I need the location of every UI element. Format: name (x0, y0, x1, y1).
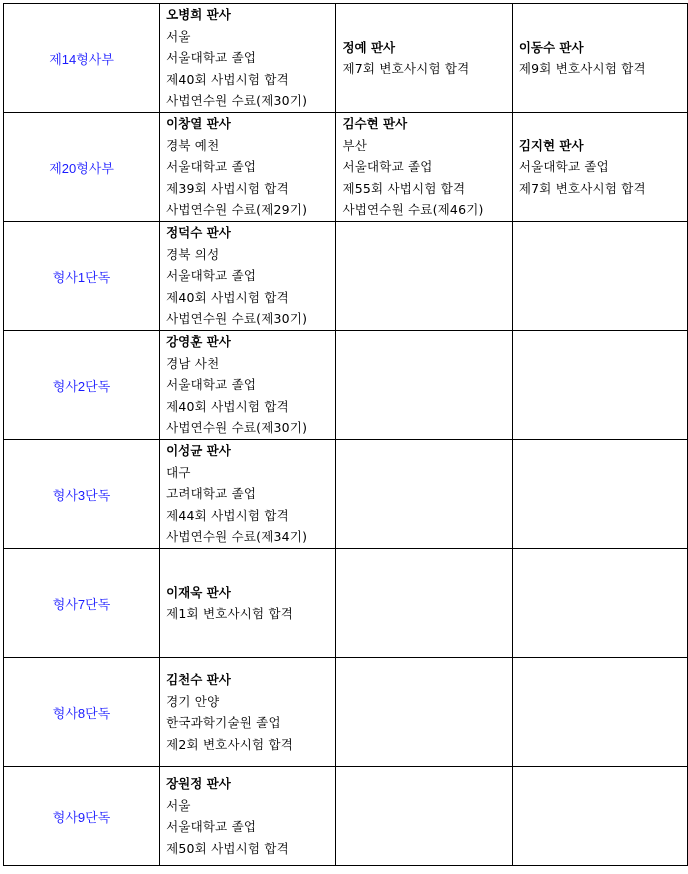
department-cell (4, 658, 160, 767)
judge-info-line: 제44회 사법시험 합격 (166, 507, 289, 523)
judge-name: 오병희 판사 (166, 7, 231, 23)
judge-info-line: 서울대학교 졸업 (518, 159, 609, 175)
empty-cell (336, 331, 512, 440)
judge-entry (342, 113, 509, 221)
department-name: 제14형사부 (49, 51, 114, 67)
judge-cell (160, 767, 336, 866)
judge-info-line: 부산 (342, 137, 368, 153)
roster-row (4, 658, 688, 767)
department-cell (4, 113, 160, 222)
judge-info-line: 사법연수원 수료(제30기) (166, 420, 308, 436)
empty-cell (336, 440, 512, 549)
judge-info-line: 고려대학교 졸업 (166, 486, 257, 502)
roster-row (4, 767, 688, 866)
judge-info-line: 제9회 변호사시험 합격 (518, 61, 646, 76)
judge-name: 김수현 판사 (342, 116, 408, 132)
judge-entry (166, 222, 333, 330)
judge-info-line: 제1회 변호사시험 합격 (166, 606, 294, 621)
roster-row (4, 113, 688, 222)
empty-cell (512, 658, 687, 767)
judge-info-line: 서울대학교 졸업 (166, 819, 257, 834)
department-cell (4, 331, 160, 440)
judge-name: 이동수 판사 (518, 39, 584, 55)
judge-info-line: 서울대학교 졸업 (166, 159, 257, 175)
judge-cell (512, 113, 687, 222)
judge-cell (160, 4, 336, 113)
judge-info-line: 사법연수원 수료(제34기) (166, 529, 308, 545)
empty-cell (336, 549, 512, 658)
judge-info-line: 제55회 사법시험 합격 (342, 180, 466, 196)
judge-entry (519, 37, 685, 80)
judge-info-line: 사법연수원 수료(제46기) (342, 202, 484, 218)
judge-info-line: 경북 의성 (166, 246, 220, 262)
judge-info-line: 경기 안양 (166, 693, 220, 709)
judge-name: 이창열 판사 (166, 116, 231, 132)
judge-info-line: 서울 (166, 797, 191, 813)
judge-info-line: 사법연수원 수료(제29기) (166, 202, 308, 218)
judge-info-line: 제2회 변호사시험 합격 (166, 736, 294, 752)
department-name: 형사7단독 (52, 596, 111, 612)
judge-info-line: 제40회 사법시험 합격 (166, 398, 289, 414)
department-name: 형사8단독 (52, 705, 111, 721)
department-name: 제20형사부 (49, 160, 114, 176)
judge-name: 강영훈 판사 (166, 334, 231, 350)
empty-cell (336, 767, 512, 866)
empty-cell (336, 658, 512, 767)
judge-info-line: 경남 사천 (166, 355, 220, 371)
judge-name: 이재욱 판사 (166, 584, 231, 600)
judge-cell (160, 549, 336, 658)
judge-info-line: 서울대학교 졸업 (166, 268, 257, 284)
judge-entry (166, 331, 333, 439)
judge-entry (166, 669, 333, 755)
judge-cell (160, 658, 336, 767)
empty-cell (512, 440, 687, 549)
department-cell (4, 4, 160, 113)
department-name: 형사2단독 (52, 378, 111, 394)
judge-info-line: 제7회 변호사시험 합격 (518, 180, 646, 196)
department-name: 형사1단독 (52, 269, 111, 285)
judge-cell (160, 113, 336, 222)
roster-row (4, 331, 688, 440)
judge-cell (160, 222, 336, 331)
judge-entry (166, 113, 333, 221)
judge-cell (160, 440, 336, 549)
roster-body (4, 4, 688, 866)
judge-info-line: 제39회 사법시험 합격 (166, 180, 289, 196)
empty-cell (512, 549, 687, 658)
judge-info-line: 서울 (166, 28, 191, 44)
judge-cell (160, 331, 336, 440)
judge-entry (166, 773, 333, 859)
judge-info-line: 사법연수원 수료(제30기) (166, 93, 308, 109)
department-name: 형사9단독 (52, 809, 111, 825)
judge-name: 이성균 판사 (166, 443, 231, 459)
judge-name: 김천수 판사 (166, 672, 231, 687)
department-cell (4, 767, 160, 866)
department-cell (4, 440, 160, 549)
judge-name: 김지현 판사 (518, 137, 584, 153)
judge-entry (166, 582, 333, 625)
empty-cell (512, 222, 687, 331)
judge-info-line: 한국과학기술원 졸업 (166, 715, 281, 730)
judge-cell (336, 4, 512, 113)
judge-info-line: 경북 예천 (166, 137, 220, 153)
judge-info-line: 사법연수원 수료(제30기) (166, 311, 308, 327)
department-cell (4, 222, 160, 331)
roster-row (4, 549, 688, 658)
judge-cell (512, 4, 687, 113)
judge-entry (166, 4, 333, 112)
judge-info-line: 서울대학교 졸업 (166, 377, 257, 393)
empty-cell (512, 331, 687, 440)
judge-name: 장원정 판사 (166, 776, 231, 791)
judge-info-line: 제50회 사법시험 합격 (166, 840, 289, 856)
judge-roster-table (3, 3, 688, 866)
roster-row (4, 440, 688, 549)
judge-info-line: 서울대학교 졸업 (342, 159, 433, 175)
judge-info-line: 제7회 변호사시험 합격 (342, 61, 470, 76)
judge-info-line: 제40회 사법시험 합격 (166, 71, 289, 87)
department-name: 형사3단독 (52, 487, 111, 503)
judge-name: 정덕수 판사 (166, 225, 231, 241)
judge-info-line: 서울대학교 졸업 (166, 50, 257, 66)
judge-entry (519, 135, 685, 200)
judge-info-line: 대구 (166, 464, 191, 480)
judge-info-line: 제40회 사법시험 합격 (166, 289, 289, 305)
department-cell (4, 549, 160, 658)
judge-name: 정예 판사 (342, 39, 396, 55)
roster-row (4, 222, 688, 331)
empty-cell (336, 222, 512, 331)
judge-entry (166, 440, 333, 548)
judge-entry (342, 37, 509, 80)
roster-row (4, 4, 688, 113)
empty-cell (512, 767, 687, 866)
judge-cell (336, 113, 512, 222)
